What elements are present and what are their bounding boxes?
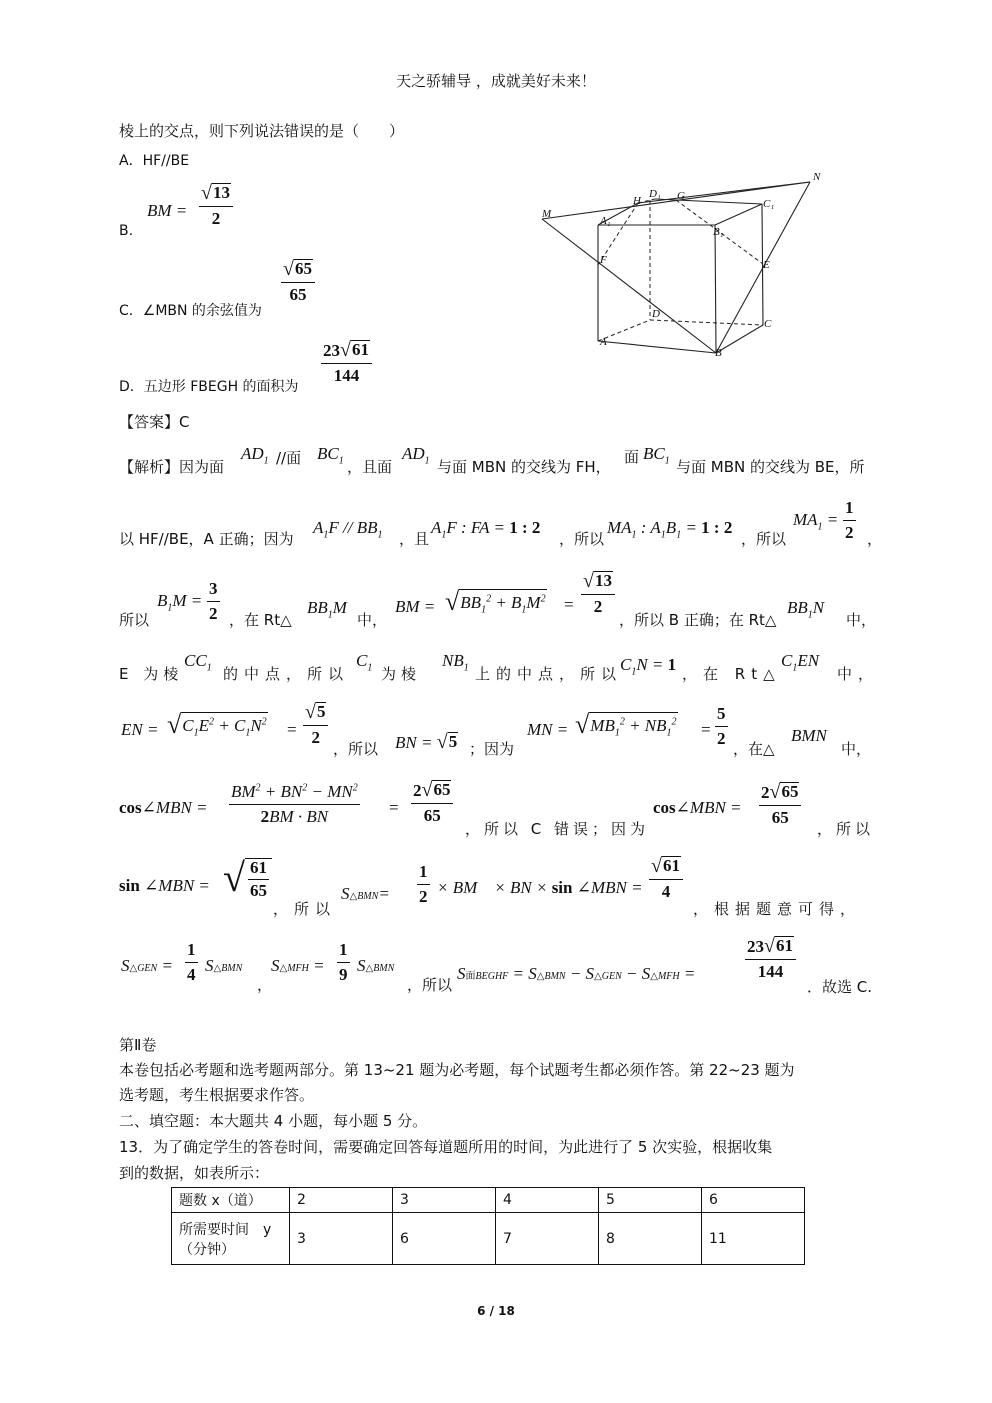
section-part: 二、填空题：本大题共 4 小题，每小题 5 分。 (119, 1112, 428, 1130)
solution-line-6: cos∠MBN = $\frac{BM^2 + BN^2 - MN^2}{2BM \cdot BN}$ = 2 √ 65 65 ，所以 C 错误；因为 cos∠MBN = 2 √ 65 65 ，所以 (119, 779, 875, 838)
table-cell: 8 (599, 1213, 702, 1265)
fig-label-m: M (542, 208, 552, 220)
table-row-header: 所需要时间 y （分钟） (172, 1213, 290, 1265)
fig-label-b: B (715, 347, 722, 359)
table-cell: 4 (496, 1188, 599, 1213)
table-row (172, 1213, 805, 1265)
fig-label-b1: B₁ (713, 226, 724, 238)
fig-label-d1: D₁ (649, 188, 661, 200)
solution-line-3: 所以 $B_1M$ = $\frac{3}{2}$ ，在 Rt△ $BB_1M$ 中， BM = √ $BB_1^2 + B_1M^2$ = √ 13 2 ，所以 B 正确；在 Rt△ $BB_1N$ 中， (119, 570, 877, 629)
question-13-line-2: 到的数据，如表所示： (119, 1164, 270, 1182)
fig-label-e: E (763, 259, 770, 271)
table-cell: 6 (702, 1188, 805, 1213)
fig-label-a1: A₁ (600, 215, 611, 227)
section-desc-1: 本卷包括必考题和选考题两部分。第 13~21 题为必考题，每个试题考生都必须作答。第 22~23 题为 (119, 1061, 795, 1079)
option-a: A．HF//BE (119, 153, 190, 169)
option-b-den: 2 (211, 209, 221, 228)
solution-line-4: E 为棱 $CC_1$ 的中点，所以 $C_1$ 为棱 $NB_1$ 上的中点，所以 $C_1N = 1$ ，在 Rt△ $C_1EN$ 中， (119, 651, 880, 683)
answer: 【答案】C (119, 413, 190, 431)
table-row-header: 题数 x（道） (172, 1188, 290, 1213)
fig-label-c: C (764, 318, 772, 330)
option-b-label: B. (119, 223, 134, 239)
option-c-text: C．∠MBN 的余弦值为 (119, 303, 262, 319)
table-cell: 5 (599, 1188, 702, 1213)
option-b-num: 13 (212, 183, 230, 202)
data-table (171, 1187, 805, 1265)
table-row (172, 1188, 805, 1213)
table-cell: 7 (496, 1213, 599, 1265)
option-d-fraction: 23 √ 61 144 (321, 340, 372, 386)
question-13-line-1: 13．为了确定学生的答卷时间，需要确定回答每道题所用的时间，为此进行了 5 次实验，根据收集 (119, 1138, 773, 1156)
option-d-coef: 23 (323, 341, 340, 360)
option-c-fraction: √ 65 65 (281, 259, 315, 305)
option-d-text: D．五边形 FBEGH 的面积为 (119, 379, 299, 395)
question-stem: 棱上的交点，则下列说法错误的是（ ） (119, 122, 405, 140)
option-b-fraction: √ 13 2 (199, 183, 233, 229)
fig-label-c1: C₁ (763, 198, 775, 210)
table-cell: 3 (393, 1188, 496, 1213)
option-b-lhs: BM = (147, 201, 188, 220)
section-desc-2: 选考题，考生根据要求作答。 (119, 1086, 315, 1104)
fig-label-f: F (600, 254, 607, 266)
fig-label-n: N (813, 171, 821, 183)
option-d-num: 61 (351, 340, 369, 359)
fig-label-g: G (677, 190, 685, 202)
option-c-num: 65 (294, 259, 312, 278)
solution-line-8: S△GEN = $\frac{1}{4}$ S△BMN ， S△MFH = $\frac{1}{9}$ S△BMN ，所以 S面BEGHF = S△BMN − S△GEN − S△MFH = 23 √ 61 144 ．故选 C. (121, 935, 873, 996)
section-title: 第Ⅱ卷 (119, 1036, 157, 1054)
fig-label-d: D (652, 308, 660, 320)
fig-label-h: H (633, 195, 641, 207)
cube-figure (530, 165, 830, 365)
solution-line-5: EN = √ $C_1E^2 + C_1N^2$ = √ 5 2 ，所以 BN = √ 5 ；因为 MN = √ $MB_1^2 + NB_1^2$ = $\frac{5}{2}$ ，在△ BMN 中， (121, 701, 872, 758)
solution-line-7: sin ∠MBN = √ $\frac{61}{65}$ ，所以 S△BMN= $\frac{1}{2}$ × BM × BN × sin ∠MBN = √ 61 4 ，根据题意可得， (119, 855, 862, 918)
table-cell: 2 (290, 1188, 393, 1213)
solution-line-2: 以 HF//BE，A 正确；因为 $A_1F // BB_1$ ，且 $A_1F$ : FA = 1 : 2 ，所以 $MA_1$ : $A_1B_1 = 1$ : 2 ，所以 $MA_1$ = $\frac{1}{2}$ ， (119, 498, 883, 548)
page-number: 6 / 18 (477, 1304, 515, 1318)
option-d-den: 144 (333, 366, 360, 385)
table-cell: 11 (702, 1213, 805, 1265)
fig-label-a: A (600, 336, 607, 348)
option-c-den: 65 (289, 285, 307, 304)
page-header: 天之骄辅导 ，成就美好未来！ (396, 72, 596, 90)
table-cell: 3 (290, 1213, 393, 1265)
table-cell: 6 (393, 1213, 496, 1265)
solution-line-1: 【解析】因为面 $AD_1$ //面 $BC_1$ ，且面 $AD_1$ 与面 MBN 的交线为 FH， 面 $BC_1$ 与面 MBN 的交线为 BE，所 (119, 444, 865, 476)
